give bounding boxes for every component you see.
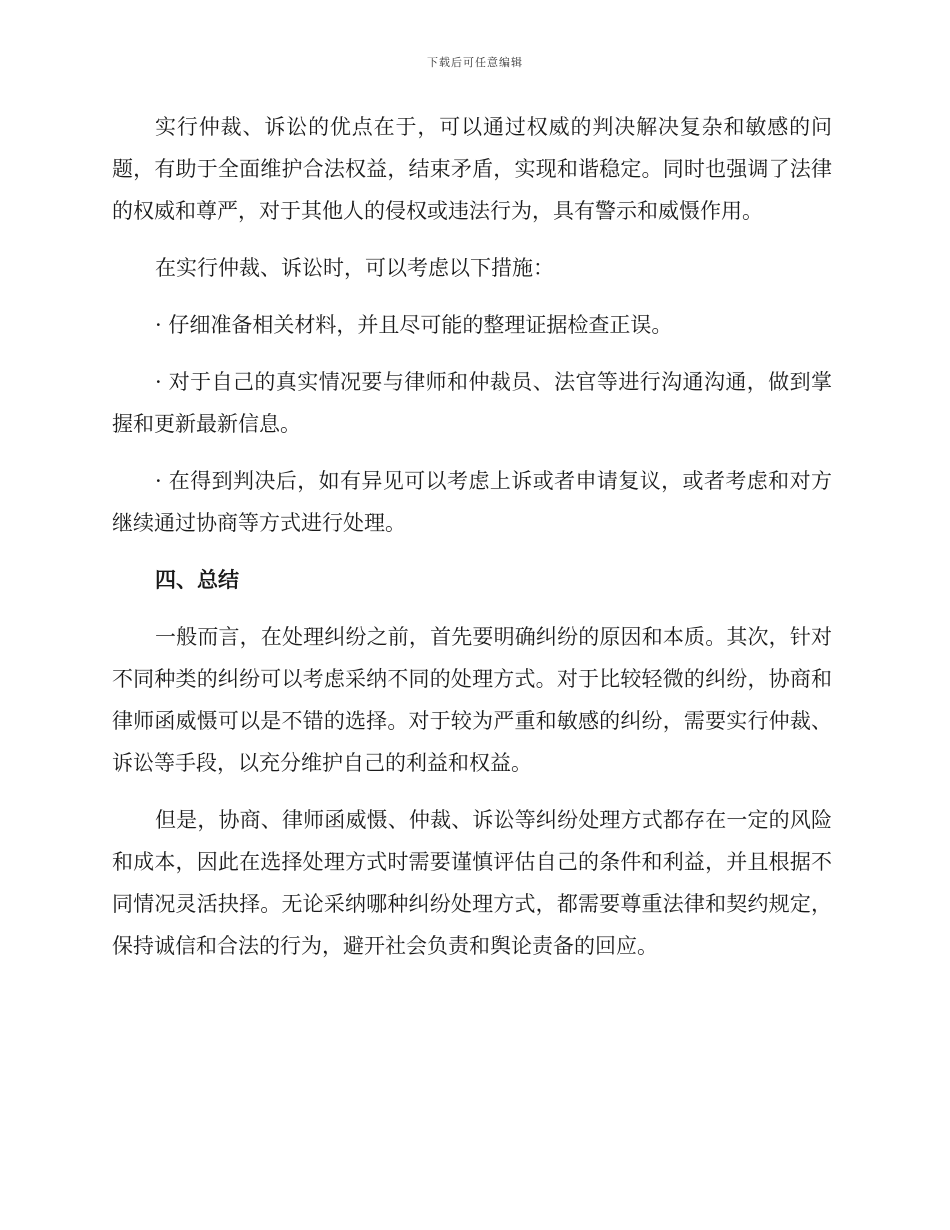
paragraph-summary-risks: 但是，协商、律师函威慑、仲裁、诉讼等纠纷处理方式都存在一定的风险和成本，因此在选择处理方式时需要谨慎评估自己的条件和利益，并且根据不同情况灵活抉择。无论采纳哪种纠纷处理方式，都需要尊重法律和契约规定，保持诚信和合法的行为，避开社会负责和舆论责备的回应。 bbox=[112, 808, 832, 958]
page-header: 下载后可任意编辑 bbox=[427, 56, 523, 69]
document-body bbox=[112, 106, 832, 982]
paragraph-summary-general: 一般而言，在处理纠纷之前，首先要明确纠纷的原因和本质。其次，针对不同种类的纠纷可以考虑采纳不同的处理方式。对于比较轻微的纠纷，协商和律师函威慑可以是不错的选择。对于较为严重和敏感的纠纷，需要实行仲裁、诉讼等手段，以充分维护自己的利益和权益。 bbox=[112, 625, 832, 775]
bullet-item-communicate: · 对于自己的真实情况要与律师和仲裁员、法官等进行沟通沟通，做到掌握和更新最新信息。 bbox=[112, 370, 832, 436]
paragraph-arbitration-advantages: 实行仲裁、诉讼的优点在于，可以通过权威的判决解决复杂和敏感的问题，有助于全面维护合法权益，结束矛盾，实现和谐稳定。同时也强调了法律的权威和尊严，对于其他人的侵权或违法行为，具有警示和威慑作用。 bbox=[112, 115, 832, 223]
bullet-item-after-judgment: · 在得到判决后，如有异见可以考虑上诉或者申请复议，或者考虑和对方继续通过协商等方式进行处理。 bbox=[112, 469, 832, 535]
section-heading-summary: 四、总结 bbox=[155, 568, 239, 592]
bullet-item-prepare-materials: · 仔细准备相关材料，并且尽可能的整理证据检查正误。 bbox=[155, 313, 673, 337]
paragraph-measures-intro: 在实行仲裁、诉讼时，可以考虑以下措施： bbox=[155, 256, 554, 280]
